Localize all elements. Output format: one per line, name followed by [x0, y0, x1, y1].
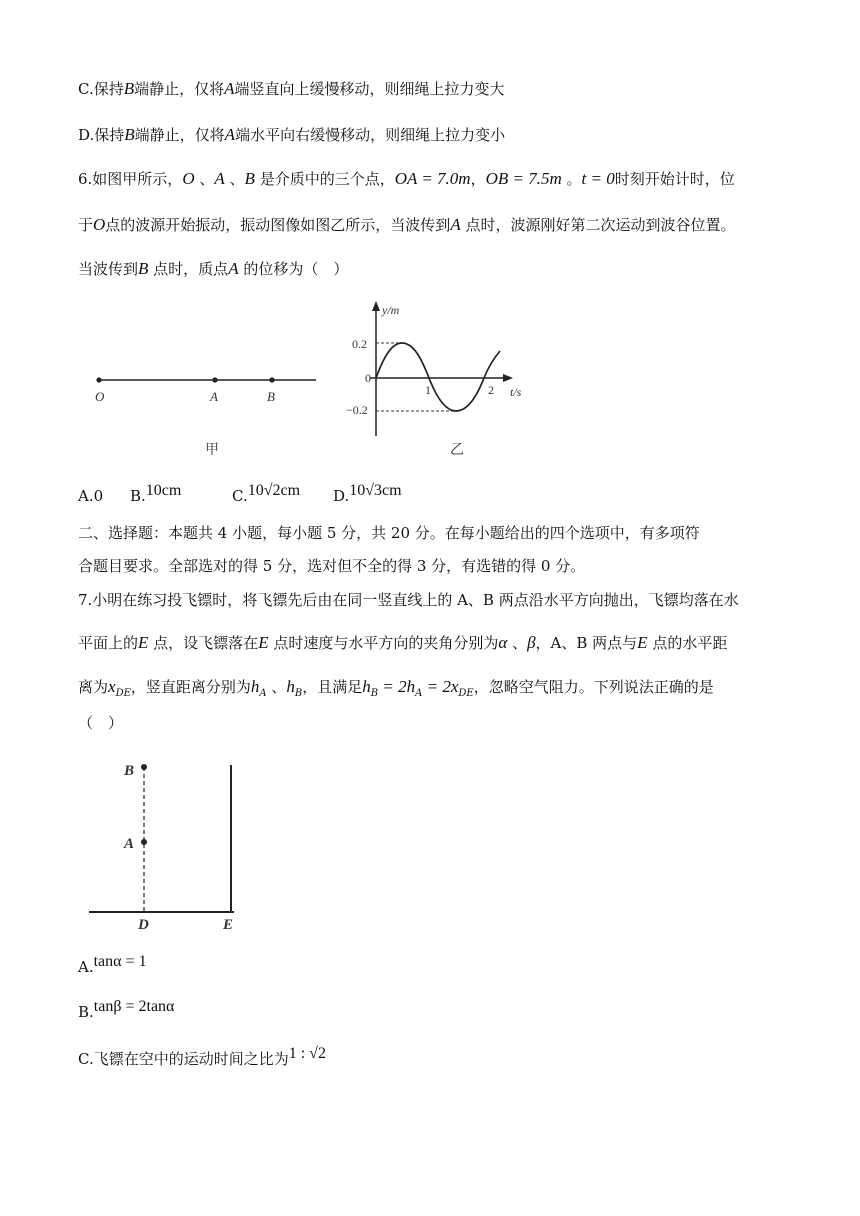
caption-jia: 甲 — [205, 443, 219, 458]
tick-y-bottom: −0.2 — [346, 403, 368, 417]
q7-stem-line4: （ ） — [78, 714, 124, 732]
figure-jia — [80, 360, 330, 460]
q5-option-c: C.保持B端静止，仅将A端竖直向上缓慢移动，则细绳上拉力变大 — [78, 79, 505, 98]
q6-option-b[interactable]: B.10cm — [130, 482, 182, 505]
y-axis-arrow — [372, 301, 380, 311]
q7-option-c[interactable]: C.飞镖在空中的运动时间之比为1 : √2 — [78, 1045, 326, 1068]
q5-option-d: D.保持B端静止，仅将A端水平向右缓慢移动，则细绳上拉力变小 — [78, 125, 506, 144]
tick-x-1: 1 — [425, 383, 431, 397]
label-a: A — [210, 389, 218, 404]
tick-x-2: 2 — [488, 383, 494, 397]
point-b — [269, 377, 274, 382]
label-e-q7: E — [223, 917, 234, 933]
section2-intro-line2: 合题目要求。全部选对的得 5 分，选对但不全的得 3 分，有选错的得 0 分。 — [78, 557, 586, 575]
tick-y-top: 0.2 — [352, 337, 367, 351]
q7-stem-line1: 7.小明在练习投飞镖时，将飞镖先后由在同一竖直线上的 A、B 两点沿水平方向抛出，飞镖均落在水 — [78, 591, 739, 609]
q6-option-a[interactable]: A.0 — [78, 487, 104, 505]
x-axis-arrow — [503, 374, 513, 382]
point-a-q7 — [141, 839, 147, 845]
q6-stem-line3: 当波传到B 点时，质点A 的位移为（ ） — [78, 259, 349, 278]
label-b-q7: B — [124, 763, 135, 779]
q7-stem-line2: 平面上的E 点，设飞镖落在E 点时速度与水平方向的夹角分别为α 、β，A、B 两点与E 点的水平距 — [78, 633, 728, 652]
point-b-q7 — [141, 764, 147, 770]
sine-wave — [376, 343, 500, 411]
section2-intro-line1: 二、选择题：本题共 4 小题，每小题 5 分，共 20 分。在每小题给出的四个选项中，有多项符 — [78, 524, 700, 542]
x-axis-label: t/s — [510, 385, 522, 399]
caption-yi: 乙 — [450, 443, 464, 458]
label-b: B — [267, 389, 275, 404]
point-o — [96, 377, 101, 382]
tick-y-zero: 0 — [365, 371, 371, 385]
y-axis-label: y/m — [382, 303, 400, 317]
q6-stem-line2: 于O点的波源开始振动，振动图像如图乙所示，当波传到A 点时，波源刚好第二次运动到波谷位置。 — [78, 215, 736, 234]
figure-q7 — [86, 755, 256, 935]
figure-yi — [332, 298, 542, 460]
q6-option-d[interactable]: D.10√3cm — [333, 482, 402, 505]
q7-option-b[interactable]: B.tanβ = 2tanα — [78, 998, 175, 1021]
label-a-q7: A — [124, 836, 135, 852]
point-a — [212, 377, 217, 382]
q6-stem-line1: 6.如图甲所示，O 、A 、B 是介质中的三个点，OA = 7.0m，OB = 7.5m 。t = 0时刻开始计时，位 — [78, 169, 735, 188]
label-o: O — [95, 389, 105, 404]
q7-stem-line3: 离为$x_{DE}$，竖直距离分别为$h_A$ 、$h_B$，且满足$h_B = 2h_A = 2x_{DE}$，忽略空气阻力。下列说法正确的是 — [78, 677, 714, 699]
label-d-q7: D — [138, 917, 149, 933]
q6-option-c[interactable]: C.10√2cm — [232, 482, 301, 505]
q7-option-a[interactable]: A.tanα = 1 — [78, 953, 147, 976]
